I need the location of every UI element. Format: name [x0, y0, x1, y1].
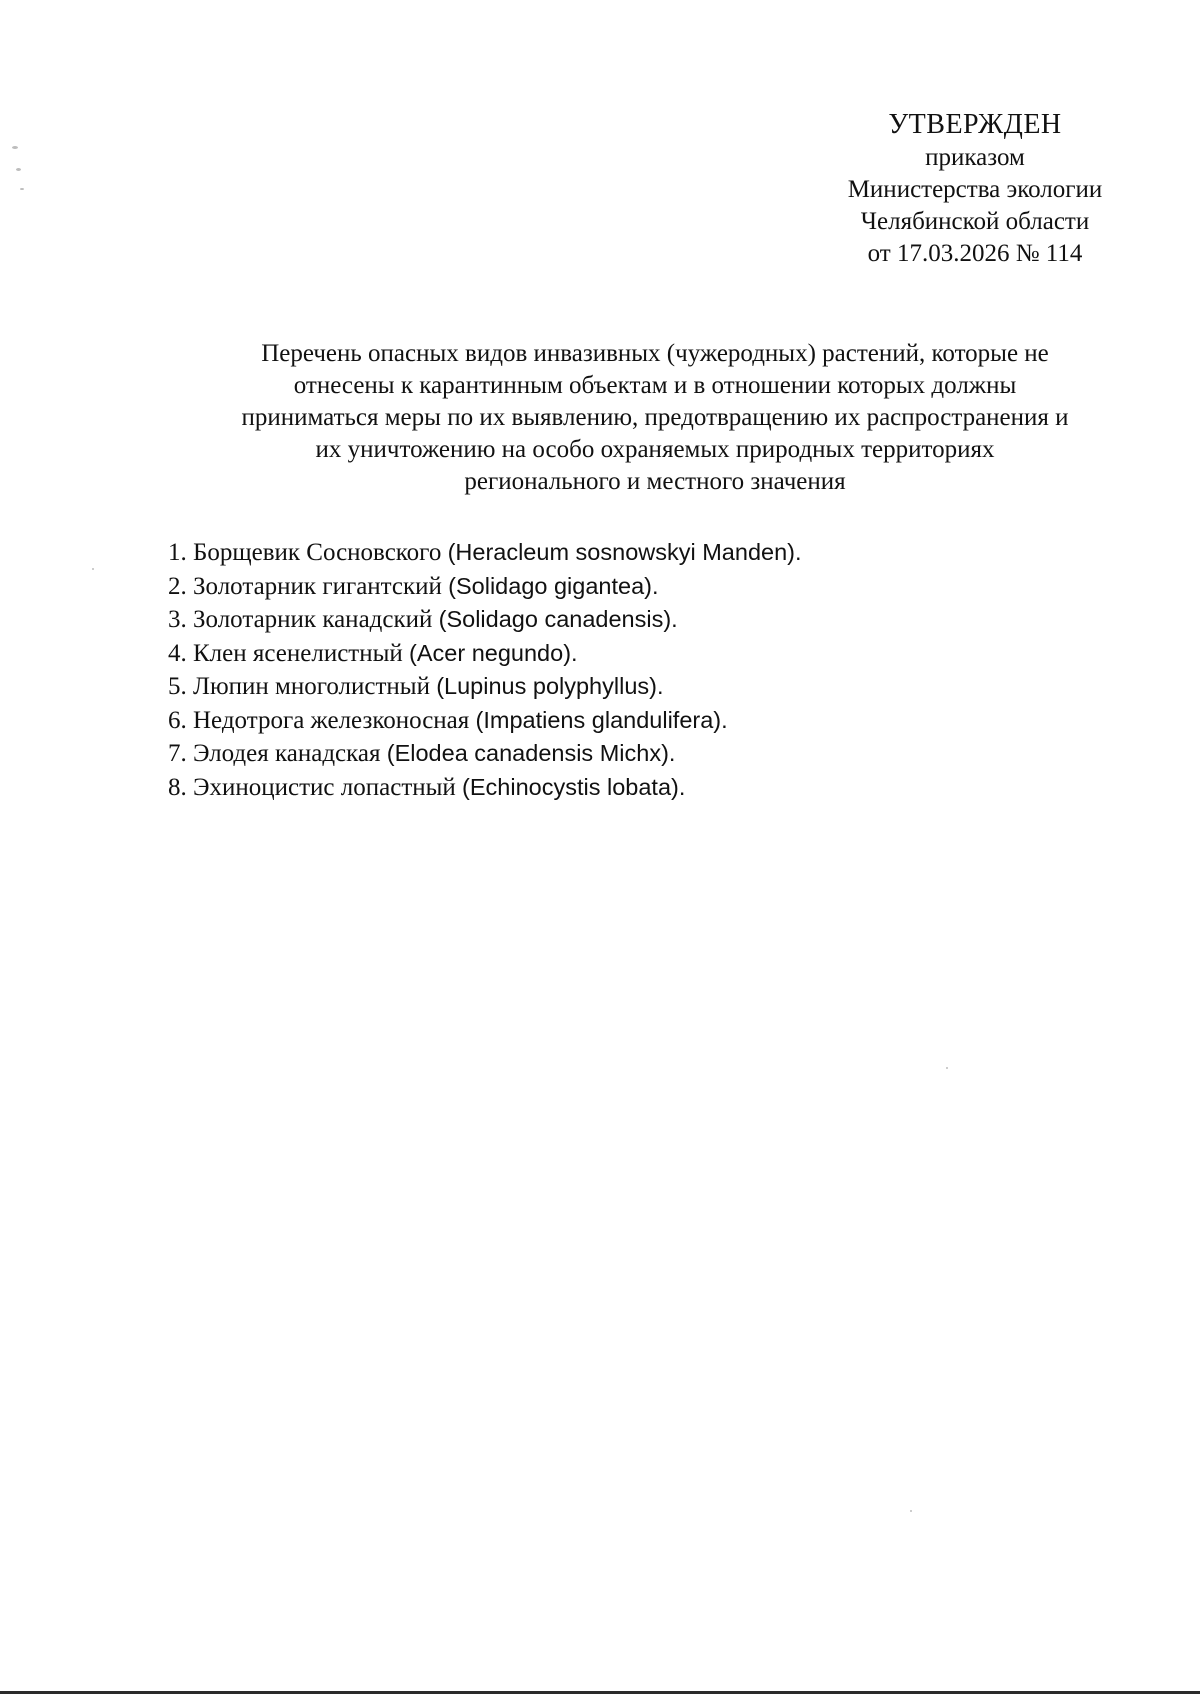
item-number: 2.: [168, 572, 187, 600]
item-name: Недотрога железконосная: [193, 706, 470, 734]
item-number: 4.: [168, 639, 187, 667]
item-name: Эхиноцистис лопастный: [193, 773, 456, 801]
item-name: Клен ясенелистный: [193, 639, 403, 667]
approval-line: Министерства экологии: [847, 176, 1103, 203]
scan-speck: [946, 1067, 948, 1069]
approval-stamp: [810, 108, 1140, 270]
item-number: 8.: [168, 773, 187, 801]
scan-speck: [16, 168, 21, 171]
title-line: регионального и местного значения: [464, 468, 846, 495]
approval-line: Челябинской области: [860, 208, 1090, 235]
item-name: Элодея канадская: [193, 740, 381, 767]
list-item: [168, 536, 1128, 570]
item-number: 6.: [168, 706, 187, 734]
title-line: приниматься меры по их выявлению, предотвращению их распространения и: [241, 404, 1069, 431]
list-item: [168, 637, 1128, 671]
item-name: Борщевик Сосновского: [193, 539, 442, 566]
approval-date-number: от 17.03.2026 № 114: [867, 240, 1083, 267]
scan-speck: [910, 1510, 912, 1512]
scan-speck: [12, 146, 18, 149]
item-latin-name: (Elodea canadensis Michx).: [386, 740, 676, 766]
item-number: 5.: [168, 673, 187, 700]
item-latin-name: (Solidago gigantea).: [448, 572, 659, 599]
species-list: [168, 536, 1128, 804]
item-number: 3.: [168, 606, 187, 633]
list-item: [168, 603, 1128, 637]
scan-speck: [20, 188, 24, 190]
title-line: отнесены к карантинным объектам и в отношении которых должны: [293, 372, 1017, 399]
item-latin-name: (Lupinus polyphyllus).: [436, 673, 664, 699]
list-item: [168, 771, 1128, 805]
title-line: Перечень опасных видов инвазивных (чужеродных) растений, которые не: [261, 340, 1049, 367]
approval-heading: УТВЕРЖДЕН: [888, 109, 1062, 140]
item-name: Золотарник гигантский: [193, 572, 442, 600]
list-item: [168, 704, 1128, 738]
item-latin-name: (Heracleum sosnowskyi Manden).: [447, 539, 802, 565]
list-item: [168, 570, 1128, 604]
item-name: Люпин многолистный: [193, 673, 430, 700]
document-title: [160, 338, 1150, 498]
item-name: Золотарник канадский: [193, 606, 433, 633]
list-item: [168, 670, 1128, 704]
item-latin-name: (Acer negundo).: [409, 639, 578, 666]
title-line: их уничтожению на особо охраняемых природных территориях: [315, 436, 995, 463]
scan-speck: [92, 568, 94, 570]
item-latin-name: (Echinocystis lobata).: [462, 773, 686, 800]
item-latin-name: (Impatiens glandulifera).: [475, 706, 728, 733]
item-latin-name: (Solidago canadensis).: [438, 606, 678, 632]
list-item: [168, 737, 1128, 771]
item-number: 1.: [168, 539, 187, 566]
item-number: 7.: [168, 740, 187, 767]
scan-border-line: [0, 1691, 1200, 1694]
approval-line: приказом: [925, 144, 1025, 171]
